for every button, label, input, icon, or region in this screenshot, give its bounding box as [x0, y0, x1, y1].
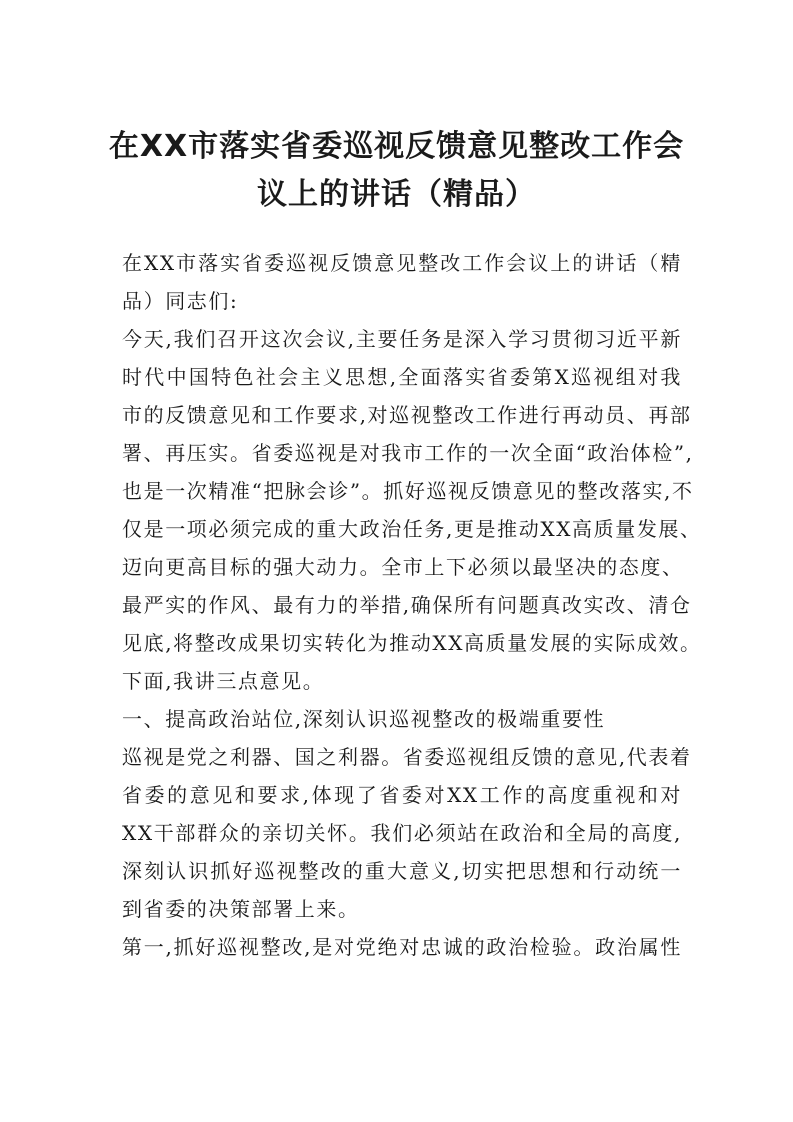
body-line: 下面,我讲三点意见。: [122, 669, 325, 693]
body-line: 巡视是党之利器、国之利器。省委巡视组反馈的意见,代表着: [122, 745, 692, 769]
body-line: 时代中国特色社会主义思想,全面落实省委第X巡视组对我: [122, 365, 682, 389]
document-title-line-2: 议上的讲话（精品）: [257, 177, 536, 212]
body-line: 最严实的作风、最有力的举措,确保所有问题真改实改、清仓: [122, 593, 692, 617]
body-line: 市的反馈意见和工作要求,对巡视整改工作进行再动员、再部: [122, 403, 692, 427]
section-heading: 一、提高政治站位,深刻认识巡视整改的极端重要性: [122, 707, 606, 731]
body-line: 省委的意见和要求,体现了省委对XX工作的高度重视和对: [122, 783, 682, 807]
body-line: 深刻认识抓好巡视整改的重大意义,切实把思想和行动统一: [122, 859, 682, 883]
body-line: XX干部群众的亲切关怀。我们必须站在政治和全局的高度,: [122, 821, 682, 845]
document-title-line-1: 在XX市落实省委巡视反馈意见整改工作会: [108, 129, 685, 164]
body-line: 仅是一项必须完成的重大政治任务,更是推动XX高质量发展、: [122, 517, 702, 541]
body-line: 到省委的决策部署上来。: [122, 897, 360, 921]
body-line: 品）同志们:: [122, 289, 239, 313]
body-line: 也是一次精准“把脉会诊”。抓好巡视反馈意见的整改落实,不: [122, 479, 694, 503]
body-line: 迈向更高目标的强大动力。全市上下必须以最坚决的态度、: [122, 555, 684, 579]
body-line: 今天,我们召开这次会议,主要任务是深入学习贯彻习近平新: [122, 327, 682, 351]
body-line: 在XX市落实省委巡视反馈意见整改工作会议上的讲话（精: [122, 251, 682, 275]
body-line: 署、再压实。省委巡视是对我市工作的一次全面“政治体检”,: [122, 441, 694, 465]
body-line: 见底,将整改成果切实转化为推动XX高质量发展的实际成效。: [122, 631, 702, 655]
document-body: [122, 244, 702, 966]
body-line: 第一,抓好巡视整改,是对党绝对忠诚的政治检验。政治属性: [122, 935, 682, 959]
